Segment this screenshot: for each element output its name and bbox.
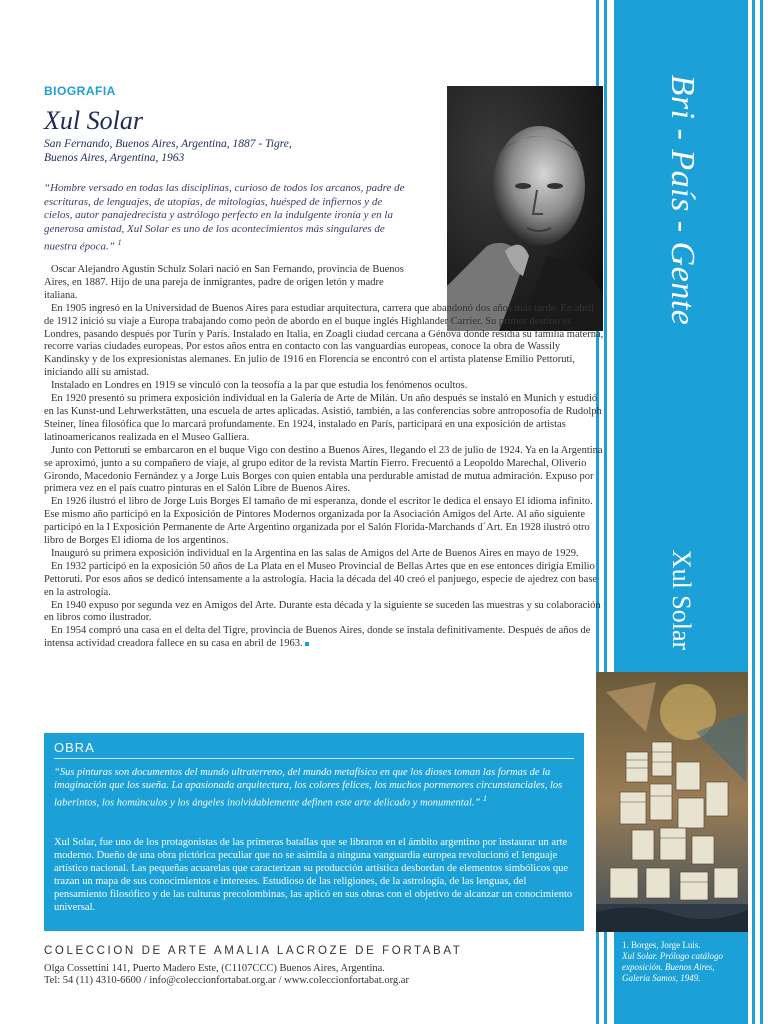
biography-paragraph: En 1940 expuso por segunda vez en Amigos del Arte. Durante esta década y la siguiente se suceden las muestras y su colaboración en libros como ilustrador. <box>44 599 601 624</box>
footnote-marker: 1 <box>482 794 487 803</box>
biography-paragraph: Oscar Alejandro Agustín Schulz Solari nació en San Fernando, provincia de Buenos Aires, en 1887. Hijo de una pareja de inmigrantes, padre de origen letón y madre italiana. <box>44 264 404 301</box>
section-label: BIOGRAFIA <box>44 84 116 98</box>
biography-text <box>44 264 604 651</box>
biography-paragraph: Junto con Pettoruti se embarcaron en el buque Vigo con destino a Buenos Aires, llegando el 23 de julio de 1924. Ya en la Argentina se aproximó, junto a su compañero de viaje, al grupo editor de la revista Martín Fierro. Frecuentó a Leopoldo Marechal, Oliverio Girondo, Macedonio Fernández y a Jorge Luis Borges con quien entabla una perdurable amistad de mutua admiración. Expuso por primera vez en el país cuatro pinturas en el Salón Libre de Buenos Aires. <box>44 444 603 495</box>
biography-paragraph: En 1926 ilustró el libro de Jorge Luis Borges El tamaño de mi esperanza, donde el escritor le dedica el ensayo El idioma infinito. Ese mismo año participó en la Exposición de Pintores Modernos organizada por la Asociación Amigos del Arte. Al año siguiente participó en la I Exposición Permanente de Arte Argentino organizada por el Salón Florida-Marchands d´Art. En 1928 ilustró otro libro de Borges El idioma de los argentinos. <box>44 496 593 547</box>
biography-paragraph: En 1920 presentó su primera exposición individual en la Galería de Arte de Milán. Un año después se instaló en Munich y estudió en las Kunst-und Lehrwerkstätten, una escuela de artes aplicadas. Asistió, también, a las conferencias sobre antroposofía de Rudolph Steiner, línea filosófica que lo marcará profundamente. En 1924, instalado en París, participará en una exposición de artistas latinoamericanos realizada en el Museo Galliera. <box>44 393 602 443</box>
footer-title: COLECCION DE ARTE AMALIA LACROZE DE FORTABAT <box>44 945 463 957</box>
image-caption <box>622 940 742 984</box>
artist-name: Xul Solar <box>44 106 143 135</box>
artwork-image <box>596 672 748 932</box>
end-mark <box>305 642 309 646</box>
vertical-artist-name <box>614 540 748 660</box>
accent-stripe <box>760 0 763 1024</box>
biography-paragraph: En 1932 participó en la exposición 50 años de La Plata en el Museo Provincial de Bellas Artes que en ese entonces dirigía Emilio Pettoruti. Por esos años se dedicó intensamente a la astrología. Hacia la década del 40 creó el panjuego, especie de ajedrez con base en la astrología. <box>44 560 598 598</box>
artwork-illustration <box>596 672 748 932</box>
obra-quote <box>54 766 576 810</box>
quote-text: “Hombre versado en todas las disciplinas, curioso de todos los arcanos, padre de escrituras, de lenguajes, de utopías, de mitologías, huésped de infiernos y de cielos, autor panajedrecista y astrólogo perfecto en la indulgente ironía y en la generosa amistad, Xul Solar es uno de los acontecimientos más singulares de nuestra época.” <box>44 182 405 253</box>
contact-line: Tel: 54 (11) 4310-6600 / info@coleccionfortabat.org.ar / www.coleccionfortabat.org.ar <box>44 975 409 986</box>
obra-section <box>44 733 584 931</box>
biography-paragraph: Instalado en Londres en 1919 se vinculó con la teosofía a la par que estudia los fenómenos ocultos. <box>51 380 468 392</box>
obra-quote-text: “Sus pinturas son documentos del mundo ultraterreno, del mundo metafísico en que los dioses toman las formas de la imaginación que los sueña. La apasionada arquitectura, los colores felices, los muchos pormenores circunstanciales, los laberintos, los homúnculos y los ángeles inolvidablemente definen este arte delicado y monumental.” <box>54 767 563 809</box>
biography-paragraph: Inauguró su primera exposición individual en la Argentina en las salas de Amigos del Arte de Buenos Aires en mayo de 1929. <box>51 547 579 559</box>
address-line: Olga Cossettini 141, Puerto Madero Este, (C1107CCC) Buenos Aires, Argentina. <box>44 963 385 974</box>
biography-paragraph <box>44 303 604 380</box>
vertical-artist-name-text: Xul Solar <box>667 549 696 651</box>
footer-address <box>44 963 409 987</box>
biography-paragraph-text: En 1905 ingresó en la Universidad de Buenos Aires para estudiar arquitectura, carrera que abandonó dos años más tarde. En abril de 1912 inició su viaje a Europa trabajando como peón de abordo en el buque inglés Highlander Carrier. Su primer destino es Londres, pasando después por Turín y París. Instalado en Italia, en Zoagli ciudad cercana a Génova donde residía su familia materna, recorre varias ciudades europeas. Por estos años entra en contacto con las vanguardias europeas, conoce la obra de Wassily Kandinsky y de los expresionistas alemanes. En julio de 1916 en Florencia se encontró con el artista platense Emilio Pettoruti, iniciando allí su amistad. <box>44 302 604 379</box>
birth-info: San Fernando, Buenos Aires, Argentina, 1887 - Tigre, Buenos Aires, Argentina, 1963 <box>44 138 292 164</box>
obra-title: OBRA <box>54 740 95 755</box>
caption-line: Xul Solar. Prólogo catálogo exposición. Buenos Aires, Galería Samos, 1949. <box>622 951 723 983</box>
series-banner-text: Bri - País - Gente <box>664 74 701 326</box>
borges-quote <box>44 182 408 254</box>
accent-stripe <box>752 0 755 1024</box>
obra-text: Xul Solar, fue uno de los protagonistas de las primeras batallas que se libraron en el ámbito argentino por instaurar un arte moderno. Dueño de una obra pictórica peculiar que no se asimila a ninguna vanguardia europea revolucionó el lenguaje artístico nacional. Las pequeñas acuarelas que caracterizan su producción artística desbordan de elementos simbólicos que trazan un mapa de sus conocimientos e intereses. Estudioso de las religiones, de la astrología, de las lenguas, del pensamiento filosófico y de las culturas precolombinas, las aplicó en sus obras con el objetivo de alcanzar un conocimiento universal. <box>54 837 573 913</box>
biography-paragraph-text: En 1954 compró una casa en el delta del Tigre, provincia de Buenos Aires, donde se instala definitivamente. Después de años de intensa actividad creadora fallece en su casa en abril de 1963. <box>44 625 591 650</box>
series-banner <box>618 50 746 350</box>
divider <box>54 758 574 759</box>
caption-line: 1. Borges, Jorge Luis. <box>622 940 701 950</box>
biography-paragraph <box>44 625 604 651</box>
footnote-marker: 1 <box>117 238 122 247</box>
